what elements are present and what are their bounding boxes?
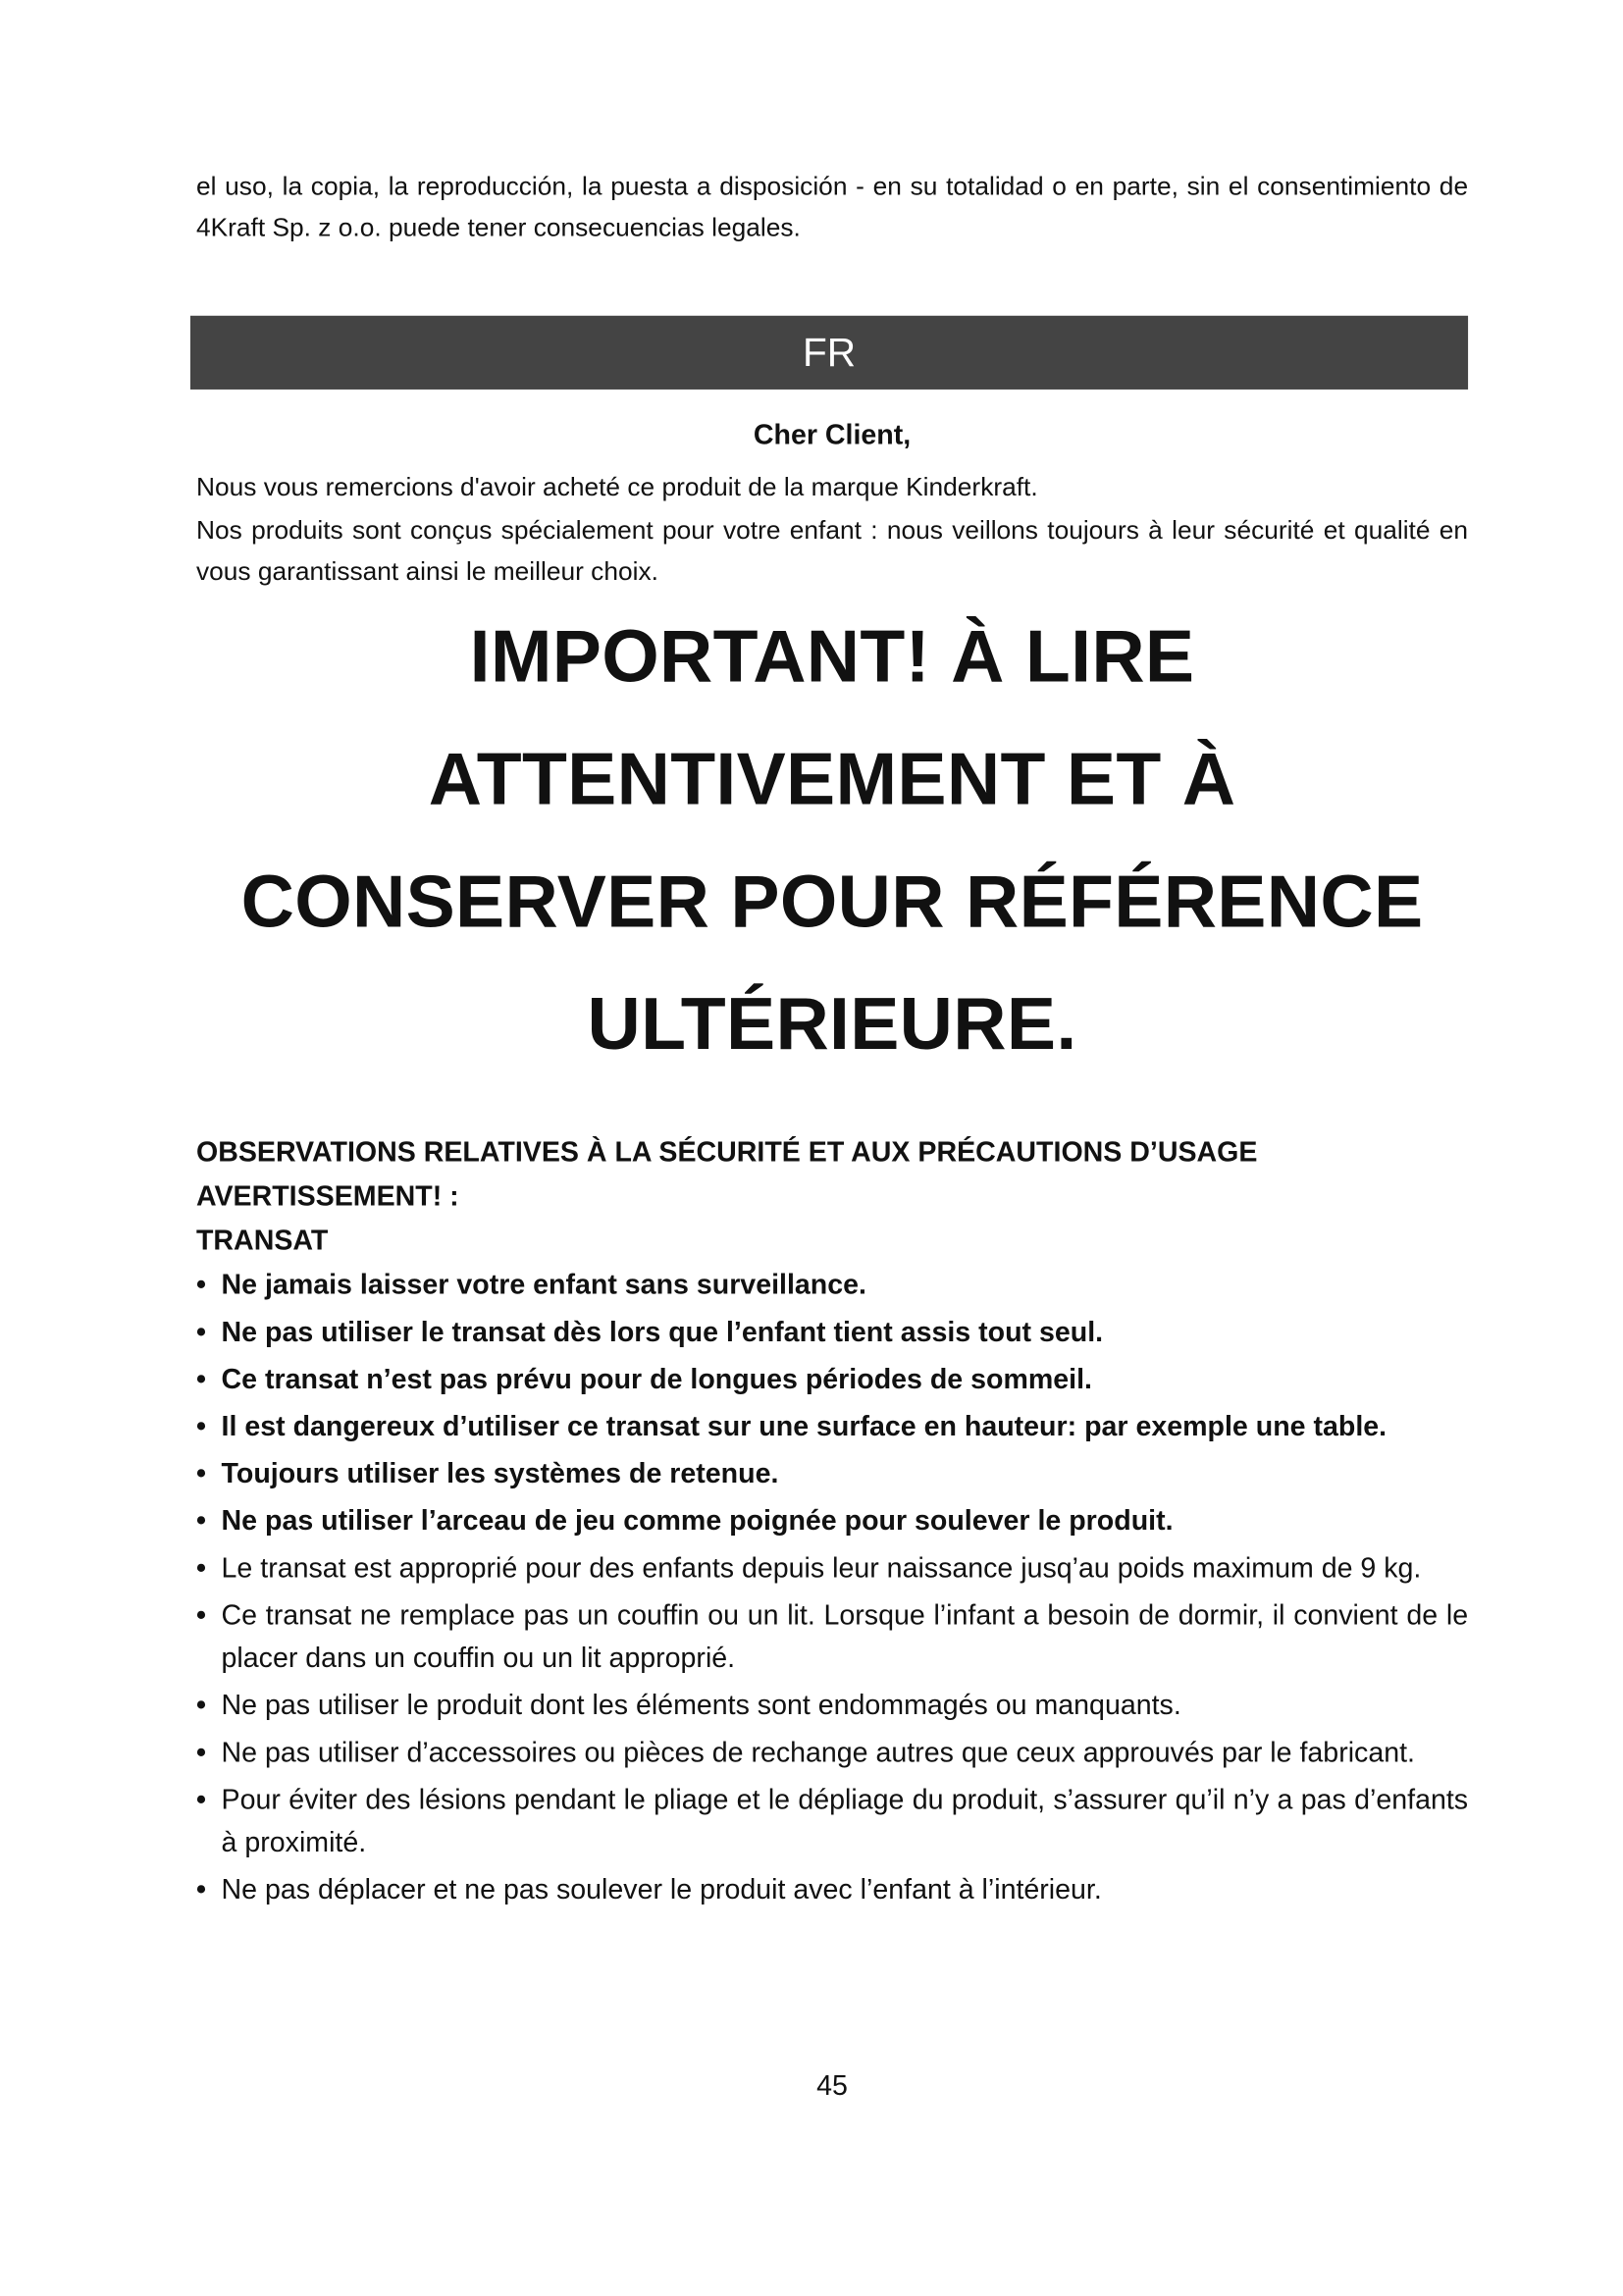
bullet: •: [195, 1411, 206, 1443]
warning-text: Le transat est approprié pour des enfants depuis leur naissance jusq’au poids maximum de 9 kg.: [221, 1553, 1422, 1585]
page-number: 45: [816, 2071, 848, 2103]
warning-text: Ne jamais laisser votre enfant sans surveillance.: [221, 1270, 866, 1302]
warning-item: [196, 1685, 1468, 1728]
bullet: •: [195, 1317, 206, 1349]
warning-item: [196, 1869, 1468, 1912]
warning-text: Ne pas utiliser d’accessoires ou pièces de rechange autres que ceux approuvés par le fabricant.: [221, 1738, 1415, 1769]
warning-text: Ne pas utiliser le produit dont les éléments sont endommagés ou manquants.: [221, 1691, 1181, 1722]
warning-item: [196, 1594, 1468, 1680]
warnings-list: [196, 1265, 1468, 1917]
bullet: •: [195, 1691, 206, 1722]
greeting: Cher Client,: [753, 420, 912, 452]
bullet: •: [195, 1364, 206, 1396]
warning-text: Pour éviter des lésions pendant le pliage et le dépliage du produit, s’assurer qu’il n’y a pas d’enfants à proximité.: [221, 1785, 1469, 1859]
warning-item: [196, 1453, 1468, 1496]
product-label: TRANSAT: [195, 1226, 329, 1258]
language-code: FR: [802, 330, 857, 375]
bullet: •: [195, 1506, 206, 1538]
warning-item: [196, 1779, 1468, 1864]
warning-text: Il est dangereux d’utiliser ce transat sur une surface en hauteur: par exemple une table.: [221, 1411, 1387, 1443]
bullet: •: [195, 1459, 206, 1490]
warning-text: Ce transat ne remplace pas un couffin ou un lit. Lorsque l’infant a besoin de dormir, il convient de le placer dans un couffin ou un lit approprié.: [221, 1600, 1469, 1675]
warning-item: [196, 1359, 1468, 1402]
warning-text: Ne pas utiliser le transat dès lors que l’enfant tient assis tout seul.: [221, 1317, 1104, 1349]
warning-item: [196, 1265, 1468, 1308]
language-section-bar: [190, 316, 1468, 390]
warning-text: Ne pas déplacer et ne pas soulever le produit avec l’enfant à l’intérieur.: [221, 1875, 1102, 1906]
important-headline: IMPORTANT! À LIRE ATTENTIVEMENT ET À CONSERVER POUR RÉFÉRENCE ULTÉRIEURE.: [240, 615, 1424, 1066]
bullet: •: [195, 1875, 206, 1906]
commitment-text: Nos produits sont conçus spécialement pour votre enfant : nous veillons toujours à leur sécurité et qualité en vous garantissant ainsi le meilleur choix.: [195, 514, 1469, 586]
warning-text: Toujours utiliser les systèmes de retenue.: [221, 1459, 779, 1490]
warning-text: Ne pas utiliser l’arceau de jeu comme poignée pour soulever le produit.: [221, 1506, 1174, 1538]
bullet: •: [195, 1553, 206, 1585]
warning-item: [196, 1547, 1468, 1591]
warning-item: [196, 1732, 1468, 1775]
bullet: •: [195, 1600, 206, 1632]
thanks-text: Nous vous remercions d'avoir acheté ce produit de la marque Kinderkraft.: [195, 472, 1038, 502]
spanish-legal-notice: el uso, la copia, la reproducción, la puesta a disposición - en su totalidad o en parte, sin el consentimiento de 4Kraft Sp. z o.o. puede tener consecuencias legales.: [195, 171, 1469, 242]
warning-label: AVERTISSEMENT! :: [195, 1181, 459, 1213]
bullet: •: [195, 1270, 206, 1302]
warning-item: [196, 1500, 1468, 1543]
bullet: •: [195, 1738, 206, 1769]
warning-item: [196, 1406, 1468, 1449]
safety-section-title: OBSERVATIONS RELATIVES À LA SÉCURITÉ ET AUX PRÉCAUTIONS D’USAGE: [195, 1137, 1258, 1169]
bullet: •: [195, 1785, 206, 1816]
warning-item: [196, 1312, 1468, 1355]
warning-text: Ce transat n’est pas prévu pour de longues périodes de sommeil.: [221, 1364, 1092, 1396]
